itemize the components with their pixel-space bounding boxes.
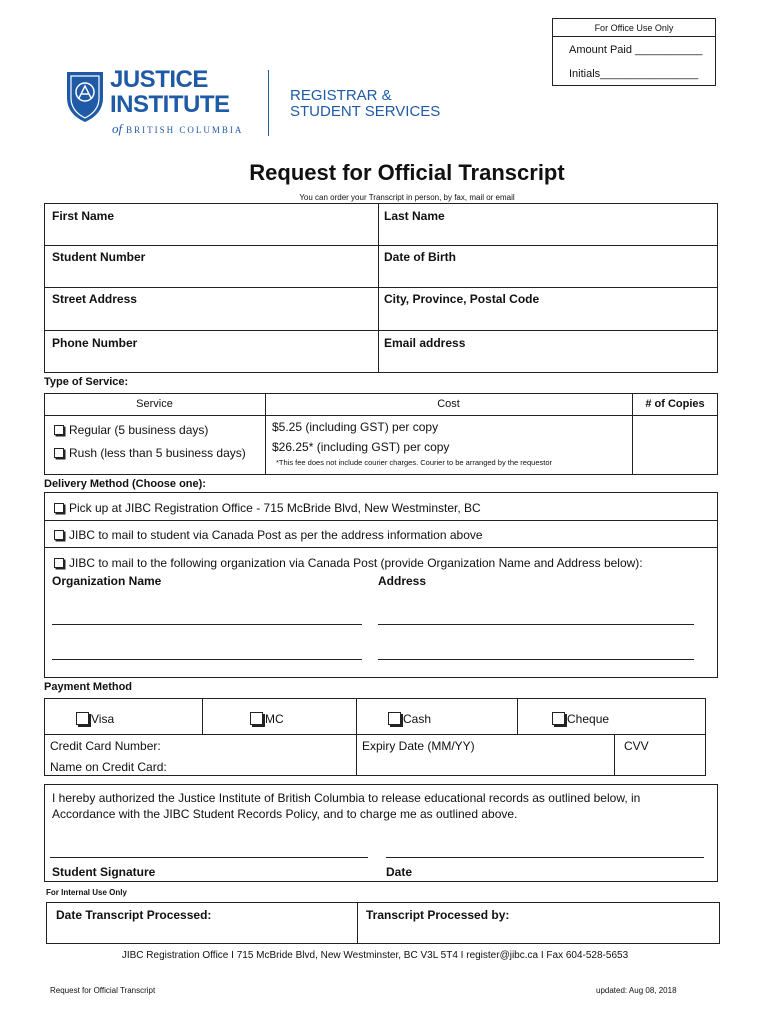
delivery-option-mail-student[interactable]	[54, 528, 483, 542]
pickup-label: Pick up at JIBC Registration Office - 715 McBride Blvd, New Westminster, BC	[69, 501, 481, 515]
footer-left: Request for Official Transcript	[50, 986, 156, 995]
last-name-field[interactable]: Last Name	[384, 209, 445, 223]
checkbox-icon[interactable]	[54, 558, 64, 568]
first-name-field[interactable]: First Name	[52, 209, 115, 223]
cvv-field[interactable]: CVV	[624, 739, 649, 753]
student-number-field[interactable]: Student Number	[52, 250, 146, 264]
rush-option[interactable]	[54, 446, 246, 460]
phone-field[interactable]: Phone Number	[52, 336, 138, 350]
footer-address: JIBC Registration Office I 715 McBride Blvd, New Westminster, BC V3L 5T4 I register@jibc.ca I Fax 604-528-5653	[121, 950, 629, 961]
page-subtitle: You can order your Transcript in person, by fax, mail or email	[299, 193, 515, 202]
cash-option[interactable]	[388, 712, 431, 726]
checkbox-icon[interactable]	[54, 530, 64, 540]
regular-option[interactable]	[54, 423, 208, 437]
page-title: Request for Official Transcript	[249, 160, 565, 185]
regular-label: Regular (5 business days)	[69, 423, 209, 437]
org-name-line-1[interactable]	[52, 624, 362, 625]
checkbox-icon[interactable]	[388, 712, 401, 725]
mc-option[interactable]	[250, 712, 284, 726]
checkbox-icon[interactable]	[54, 425, 64, 435]
address-label: Address	[378, 574, 427, 588]
delivery-option-pickup[interactable]	[54, 501, 481, 515]
checkbox-icon[interactable]	[76, 712, 89, 725]
address-line-1[interactable]	[378, 624, 694, 625]
cash-label: Cash	[403, 712, 432, 726]
visa-option[interactable]	[76, 712, 114, 726]
authorization-line2: Accordance with the JIBC Student Records Policy, and to charge me as outlined above.	[52, 807, 518, 821]
cheque-option[interactable]	[552, 712, 609, 726]
date-processed-field[interactable]: Date Transcript Processed:	[56, 908, 212, 922]
city-field[interactable]: City, Province, Postal Code	[384, 292, 540, 306]
footer-right: updated: Aug 08, 2018	[596, 986, 677, 995]
org-name-line-2[interactable]	[52, 659, 362, 660]
regular-cost: $5.25 (including GST) per copy	[272, 420, 439, 434]
col-service: Service	[136, 398, 173, 410]
office-use-box	[552, 18, 716, 86]
date-line[interactable]	[386, 857, 704, 858]
mail-student-label: JIBC to mail to student via Canada Post as per the address information above	[69, 528, 483, 542]
name-on-card-field[interactable]: Name on Credit Card:	[50, 760, 167, 774]
delivery-option-mail-org[interactable]	[54, 556, 643, 570]
logo-line1: JUSTICE	[110, 66, 208, 93]
internal-heading: For Internal Use Only	[46, 888, 127, 897]
date-label: Date	[386, 865, 413, 879]
rush-label: Rush (less than 5 business days)	[69, 446, 246, 460]
amount-paid-field[interactable]: Amount Paid ___________	[569, 44, 703, 56]
checkbox-icon[interactable]	[54, 448, 64, 458]
courier-note: *This fee does not include courier charges. Courier to be arranged by the requestor	[276, 458, 552, 467]
dept-line2: STUDENT SERVICES	[290, 103, 441, 120]
crest-icon	[64, 68, 106, 124]
mc-label: MC	[265, 712, 284, 726]
checkbox-icon[interactable]	[552, 712, 565, 725]
street-address-field[interactable]: Street Address	[52, 292, 137, 306]
logo-of: of	[112, 121, 123, 136]
checkbox-icon[interactable]	[250, 712, 263, 725]
visa-label: Visa	[91, 712, 115, 726]
email-field[interactable]: Email address	[384, 336, 466, 350]
org-name-label: Organization Name	[52, 574, 162, 588]
initials-field[interactable]: Initials________________	[569, 68, 699, 80]
logo-line2: INSTITUTE	[110, 91, 230, 118]
processed-by-field[interactable]: Transcript Processed by:	[366, 908, 510, 922]
expiry-field[interactable]: Expiry Date (MM/YY)	[362, 739, 475, 753]
card-number-field[interactable]: Credit Card Number:	[50, 739, 161, 753]
personal-info-grid	[44, 203, 718, 373]
rush-cost: $26.25* (including GST) per copy	[272, 440, 450, 454]
delivery-heading: Delivery Method (Choose one):	[44, 478, 206, 490]
cheque-label: Cheque	[567, 712, 610, 726]
authorization-line1: I hereby authorized the Justice Institute of British Columbia to release educational records as outlined below, in	[52, 791, 641, 805]
mail-org-label: JIBC to mail to the following organization via Canada Post (provide Organization Name and Address below):	[69, 556, 643, 570]
col-copies: # of Copies	[645, 398, 705, 410]
jibc-logo	[64, 68, 264, 140]
dob-field[interactable]: Date of Birth	[384, 250, 456, 264]
dept-line1: REGISTRAR &	[290, 87, 392, 104]
address-line-2[interactable]	[378, 659, 694, 660]
signature-line[interactable]	[50, 857, 368, 858]
payment-heading: Payment Method	[44, 681, 133, 693]
logo-line3: BRITISH COLUMBIA	[126, 125, 244, 135]
signature-label: Student Signature	[52, 865, 156, 879]
logo-divider	[268, 70, 269, 136]
service-heading: Type of Service:	[44, 376, 129, 388]
department-name	[290, 88, 440, 120]
checkbox-icon[interactable]	[54, 503, 64, 513]
col-cost: Cost	[437, 398, 460, 410]
office-use-title: For Office Use Only	[594, 23, 674, 33]
